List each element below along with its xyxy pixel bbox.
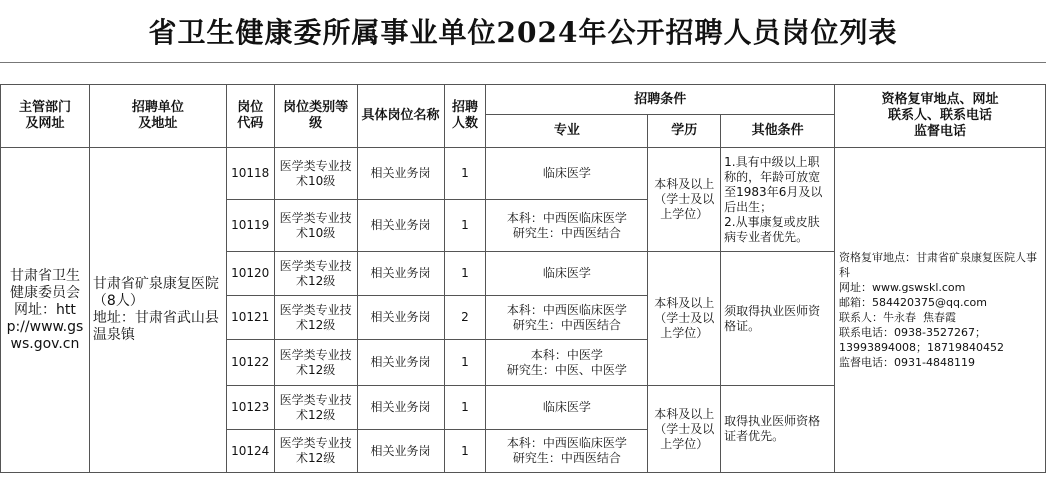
review-supervise: 监督电话：0931-4848119 bbox=[839, 356, 975, 369]
code-cell: 10120 bbox=[226, 252, 274, 296]
header-unit: 招聘单位 及地址 bbox=[89, 85, 226, 148]
spacer-row bbox=[0, 62, 1046, 85]
major-cell: 本科：中西医临床医学 研究生：中西医结合 bbox=[486, 200, 648, 252]
count-cell: 1 bbox=[444, 430, 486, 473]
header-category: 岗位类别等 级 bbox=[274, 85, 357, 148]
review-site: 网址：www.gswskl.com bbox=[839, 281, 966, 294]
major-cell: 临床医学 bbox=[486, 148, 648, 200]
education-cell: 本科及以上 （学士及以上学位） bbox=[648, 386, 721, 473]
other-cell: 须取得执业医师资格证。 bbox=[721, 252, 835, 386]
review-place: 资格复审地点：甘肃省矿泉康复医院人事科 bbox=[839, 251, 1038, 279]
code-cell: 10119 bbox=[226, 200, 274, 252]
other-cell: 1.具有中级以上职称的，年龄可放宽至1983年6月及以后出生； 2.从事康复或皮肤病专业者优先。 bbox=[721, 148, 835, 252]
major-cell: 本科：中西医临床医学 研究生：中西医结合 bbox=[486, 296, 648, 340]
header-dept: 主管部门 及网址 bbox=[1, 85, 90, 148]
category-cell: 医学类专业技术10级 bbox=[274, 200, 357, 252]
review-email: 邮箱：584420375@qq.com bbox=[839, 296, 987, 309]
positions-table bbox=[0, 84, 1046, 473]
header-major: 专业 bbox=[486, 115, 648, 148]
review-contacts: 联系人：牛永春 焦春霞 bbox=[839, 311, 957, 324]
header-review: 资格复审地点、网址 联系人、联系电话 监督电话 bbox=[835, 85, 1046, 148]
major-cell: 本科：中医学 研究生：中医、中医学 bbox=[486, 340, 648, 386]
count-cell: 1 bbox=[444, 200, 486, 252]
name-cell: 相关业务岗 bbox=[357, 386, 444, 430]
page-title: 省卫生健康委所属事业单位2024年公开招聘人员岗位列表 bbox=[148, 16, 898, 49]
name-cell: 相关业务岗 bbox=[357, 148, 444, 200]
code-cell: 10124 bbox=[226, 430, 274, 473]
count-cell: 1 bbox=[444, 386, 486, 430]
review-phone: 联系电话：0938-3527267；13993894008；18719840452 bbox=[839, 326, 1004, 354]
name-cell: 相关业务岗 bbox=[357, 296, 444, 340]
name-cell: 相关业务岗 bbox=[357, 200, 444, 252]
count-cell: 2 bbox=[444, 296, 486, 340]
table-row bbox=[1, 148, 1046, 200]
count-cell: 1 bbox=[444, 148, 486, 200]
other-cell: 取得执业医师资格证者优先。 bbox=[721, 386, 835, 473]
count-cell: 1 bbox=[444, 252, 486, 296]
major-cell: 本科：中西医临床医学 研究生：中西医结合 bbox=[486, 430, 648, 473]
header-count: 招聘 人数 bbox=[444, 85, 486, 148]
major-cell: 临床医学 bbox=[486, 386, 648, 430]
category-cell: 医学类专业技术12级 bbox=[274, 296, 357, 340]
code-cell: 10122 bbox=[226, 340, 274, 386]
code-cell: 10123 bbox=[226, 386, 274, 430]
name-cell: 相关业务岗 bbox=[357, 340, 444, 386]
header-name: 具体岗位名称 bbox=[357, 85, 444, 148]
name-cell: 相关业务岗 bbox=[357, 252, 444, 296]
header-conditions: 招聘条件 bbox=[486, 85, 835, 115]
education-cell: 本科及以上 （学士及以上学位） bbox=[648, 148, 721, 252]
category-cell: 医学类专业技术12级 bbox=[274, 430, 357, 473]
code-cell: 10118 bbox=[226, 148, 274, 200]
review-cell bbox=[835, 148, 1046, 473]
title-row bbox=[0, 0, 1046, 63]
unit-cell: 甘肃省矿泉康复医院（8人） 地址：甘肃省武山县温泉镇 bbox=[89, 148, 226, 473]
category-cell: 医学类专业技术10级 bbox=[274, 148, 357, 200]
category-cell: 医学类专业技术12级 bbox=[274, 386, 357, 430]
dept-cell: 甘肃省卫生健康委员会网址：http://www.gsws.gov.cn bbox=[1, 148, 90, 473]
count-cell: 1 bbox=[444, 340, 486, 386]
education-cell: 本科及以上 （学士及以上学位） bbox=[648, 252, 721, 386]
header-education: 学历 bbox=[648, 115, 721, 148]
major-cell: 临床医学 bbox=[486, 252, 648, 296]
header-other: 其他条件 bbox=[721, 115, 835, 148]
category-cell: 医学类专业技术12级 bbox=[274, 340, 357, 386]
name-cell: 相关业务岗 bbox=[357, 430, 444, 473]
header-code: 岗位 代码 bbox=[226, 85, 274, 148]
category-cell: 医学类专业技术12级 bbox=[274, 252, 357, 296]
code-cell: 10121 bbox=[226, 296, 274, 340]
